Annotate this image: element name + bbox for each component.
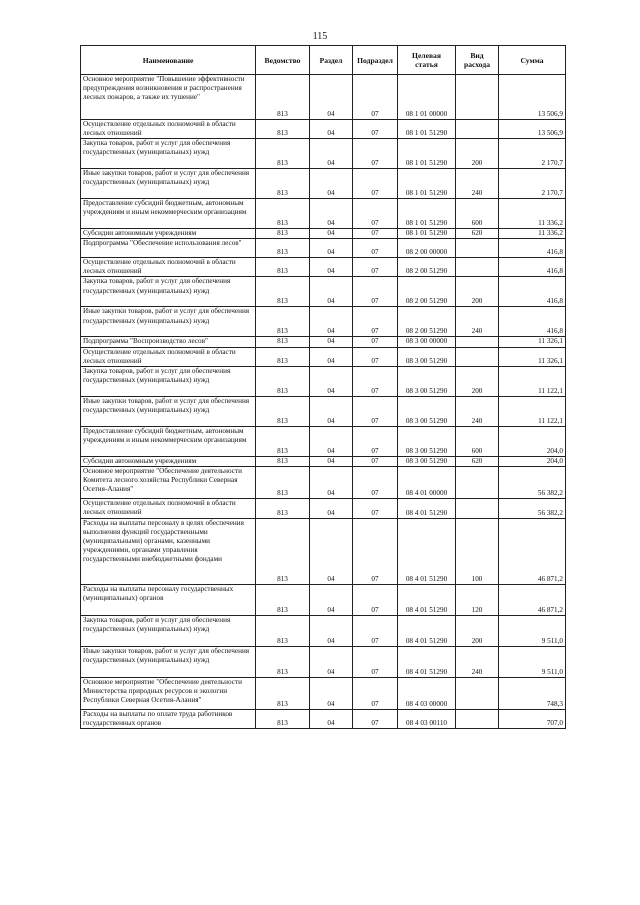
row-exp-type: [456, 75, 499, 120]
row-name: Основное мероприятие "Обеспечение деятельности Комитета лесного хозяйства Республики Северная Осетия-Алания": [81, 466, 256, 498]
row-exp-type: 200: [456, 277, 499, 307]
table-row: [81, 615, 566, 646]
table-row: [81, 584, 566, 615]
row-target: 08 3 00 51290: [398, 396, 456, 426]
row-subsection: 07: [353, 277, 398, 307]
row-subsection: 07: [353, 366, 398, 396]
row-exp-type: [456, 466, 499, 498]
row-subsection: 07: [353, 199, 398, 229]
row-dept: 813: [256, 615, 310, 646]
row-name: Закупка товаров, работ и услуг для обеспечения государственных (муниципальных) нужд: [81, 615, 256, 646]
row-sum: 46 871,2: [499, 584, 566, 615]
row-name: Осуществление отдельных полномочий в области лесных отношений: [81, 347, 256, 366]
header-sum: Сумма: [499, 46, 566, 75]
row-subsection: 07: [353, 169, 398, 199]
row-exp-type: [456, 258, 499, 277]
table-row: [81, 139, 566, 169]
row-name: Закупка товаров, работ и услуг для обеспечения государственных (муниципальных) нужд: [81, 139, 256, 169]
row-target: 08 2 00 51290: [398, 258, 456, 277]
row-name: Закупка товаров, работ и услуг для обеспечения государственных (муниципальных) нужд: [81, 366, 256, 396]
header-subsection: Подраздел: [353, 46, 398, 75]
row-exp-type: [456, 120, 499, 139]
row-section: 04: [310, 239, 353, 258]
row-subsection: 07: [353, 709, 398, 728]
row-target: 08 2 00 51290: [398, 277, 456, 307]
row-target: 08 3 00 51290: [398, 456, 456, 466]
row-dept: 813: [256, 229, 310, 239]
table-row: [81, 498, 566, 518]
row-name: Осуществление отдельных полномочий в области лесных отношений: [81, 258, 256, 277]
row-subsection: 07: [353, 120, 398, 139]
row-name: Иные закупки товаров, работ и услуг для обеспечения государственных (муниципальных) нужд: [81, 307, 256, 337]
row-sum: 416,8: [499, 277, 566, 307]
header-dept: Ведомство: [256, 46, 310, 75]
table-row: [81, 347, 566, 366]
row-dept: 813: [256, 169, 310, 199]
row-dept: 813: [256, 426, 310, 456]
row-sum: 9 511,0: [499, 646, 566, 677]
row-sum: 2 170,7: [499, 139, 566, 169]
row-target: 08 1 01 00000: [398, 75, 456, 120]
row-target: 08 3 00 51290: [398, 347, 456, 366]
row-dept: 813: [256, 677, 310, 709]
row-dept: 813: [256, 307, 310, 337]
row-exp-type: [456, 337, 499, 347]
table-row: [81, 456, 566, 466]
row-name: Расходы на выплаты персоналу в целях обеспечения выполнения функций государственными (муниципальными) органами, казенными учреждениями, органами управления государственными внебюджетными фондами: [81, 518, 256, 584]
row-section: 04: [310, 120, 353, 139]
row-dept: 813: [256, 120, 310, 139]
row-exp-type: [456, 498, 499, 518]
table-row: [81, 258, 566, 277]
table-row: [81, 646, 566, 677]
row-section: 04: [310, 646, 353, 677]
row-section: 04: [310, 229, 353, 239]
row-exp-type: [456, 709, 499, 728]
row-target: 08 4 01 51290: [398, 498, 456, 518]
row-name: Подпрограмма "Обеспечение использования лесов": [81, 239, 256, 258]
row-section: 04: [310, 498, 353, 518]
row-subsection: 07: [353, 584, 398, 615]
row-target: 08 1 01 51290: [398, 139, 456, 169]
row-subsection: 07: [353, 396, 398, 426]
header-section: Раздел: [310, 46, 353, 75]
row-exp-type: [456, 347, 499, 366]
row-target: 08 4 01 51290: [398, 584, 456, 615]
row-subsection: 07: [353, 139, 398, 169]
row-name: Предоставление субсидий бюджетным, автономным учреждениям и иным некоммерческим организациям: [81, 199, 256, 229]
row-target: 08 4 01 51290: [398, 646, 456, 677]
header-exp-type: Вид расхода: [456, 46, 499, 75]
row-name: Подпрограмма "Воспроизводство лесов": [81, 337, 256, 347]
row-section: 04: [310, 677, 353, 709]
row-section: 04: [310, 169, 353, 199]
row-exp-type: 240: [456, 396, 499, 426]
row-exp-type: [456, 239, 499, 258]
row-subsection: 07: [353, 75, 398, 120]
row-subsection: 07: [353, 229, 398, 239]
row-name: Основное мероприятие "Обеспечение деятельности Министерства природных ресурсов и экологии Республики Северная Осетия-Алания": [81, 677, 256, 709]
table-row: [81, 337, 566, 347]
row-sum: 56 382,2: [499, 498, 566, 518]
row-sum: 204,0: [499, 456, 566, 466]
row-dept: 813: [256, 498, 310, 518]
row-name: Иные закупки товаров, работ и услуг для обеспечения государственных (муниципальных) нужд: [81, 396, 256, 426]
row-subsection: 07: [353, 498, 398, 518]
row-target: 08 3 00 00000: [398, 337, 456, 347]
table-row: [81, 518, 566, 584]
row-dept: 813: [256, 366, 310, 396]
row-section: 04: [310, 456, 353, 466]
table-row: [81, 307, 566, 337]
row-section: 04: [310, 366, 353, 396]
row-dept: 813: [256, 337, 310, 347]
row-name: Расходы на выплаты по оплате труда работников государственных органов: [81, 709, 256, 728]
table-row: [81, 277, 566, 307]
table-row: [81, 396, 566, 426]
row-name: Иные закупки товаров, работ и услуг для обеспечения государственных (муниципальных) нужд: [81, 169, 256, 199]
row-exp-type: 200: [456, 615, 499, 646]
row-sum: 416,8: [499, 258, 566, 277]
row-sum: 11 122,1: [499, 366, 566, 396]
row-dept: 813: [256, 347, 310, 366]
row-section: 04: [310, 337, 353, 347]
row-subsection: 07: [353, 456, 398, 466]
row-exp-type: 600: [456, 199, 499, 229]
budget-table: [80, 45, 566, 729]
row-sum: 2 170,7: [499, 169, 566, 199]
table-row: [81, 169, 566, 199]
row-sum: 707,0: [499, 709, 566, 728]
row-dept: 813: [256, 239, 310, 258]
table-body: [81, 75, 566, 729]
row-dept: 813: [256, 75, 310, 120]
row-subsection: 07: [353, 258, 398, 277]
row-exp-type: 600: [456, 426, 499, 456]
row-subsection: 07: [353, 347, 398, 366]
row-subsection: 07: [353, 615, 398, 646]
row-target: 08 4 01 51290: [398, 518, 456, 584]
row-sum: 416,8: [499, 307, 566, 337]
row-dept: 813: [256, 277, 310, 307]
row-name: Субсидии автономным учреждениям: [81, 456, 256, 466]
row-name: Закупка товаров, работ и услуг для обеспечения государственных (муниципальных) нужд: [81, 277, 256, 307]
row-target: 08 2 00 51290: [398, 307, 456, 337]
row-name: Осуществление отдельных полномочий в области лесных отношений: [81, 498, 256, 518]
row-target: 08 1 01 51290: [398, 199, 456, 229]
row-subsection: 07: [353, 518, 398, 584]
row-section: 04: [310, 258, 353, 277]
row-section: 04: [310, 277, 353, 307]
row-dept: 813: [256, 199, 310, 229]
row-name: Расходы на выплаты персоналу государственных (муниципальных) органов: [81, 584, 256, 615]
row-section: 04: [310, 709, 353, 728]
row-sum: 11 326,1: [499, 347, 566, 366]
table-row: [81, 120, 566, 139]
row-target: 08 4 03 00000: [398, 677, 456, 709]
table-row: [81, 677, 566, 709]
row-sum: 11 122,1: [499, 396, 566, 426]
row-subsection: 07: [353, 466, 398, 498]
row-section: 04: [310, 466, 353, 498]
row-subsection: 07: [353, 426, 398, 456]
row-sum: 13 506,9: [499, 75, 566, 120]
row-sum: 46 871,2: [499, 518, 566, 584]
table-row: [81, 229, 566, 239]
row-dept: 813: [256, 518, 310, 584]
row-sum: 11 326,1: [499, 337, 566, 347]
row-dept: 813: [256, 396, 310, 426]
row-target: 08 4 01 51290: [398, 615, 456, 646]
row-subsection: 07: [353, 337, 398, 347]
table-row: [81, 75, 566, 120]
row-sum: 748,3: [499, 677, 566, 709]
row-sum: 11 336,2: [499, 229, 566, 239]
row-sum: 9 511,0: [499, 615, 566, 646]
row-exp-type: [456, 677, 499, 709]
table-row: [81, 709, 566, 728]
row-name: Иные закупки товаров, работ и услуг для обеспечения государственных (муниципальных) нужд: [81, 646, 256, 677]
row-exp-type: 200: [456, 139, 499, 169]
row-dept: 813: [256, 646, 310, 677]
table-row: [81, 426, 566, 456]
row-name: Основное мероприятие "Повышение эффективности предупреждения возникновения и распространения лесных пожаров, а также их тушение": [81, 75, 256, 120]
row-sum: 204,0: [499, 426, 566, 456]
row-section: 04: [310, 615, 353, 646]
page-number: 115: [312, 31, 328, 42]
row-exp-type: 100: [456, 518, 499, 584]
row-sum: 416,8: [499, 239, 566, 258]
table-row: [81, 199, 566, 229]
row-exp-type: 240: [456, 646, 499, 677]
header-target: Целевая статья: [398, 46, 456, 75]
row-section: 04: [310, 584, 353, 615]
row-subsection: 07: [353, 307, 398, 337]
row-target: 08 3 00 51290: [398, 366, 456, 396]
row-exp-type: 620: [456, 456, 499, 466]
row-section: 04: [310, 518, 353, 584]
row-name: Субсидии автономным учреждениям: [81, 229, 256, 239]
row-target: 08 4 03 00110: [398, 709, 456, 728]
row-exp-type: 120: [456, 584, 499, 615]
row-section: 04: [310, 426, 353, 456]
row-target: 08 1 01 51290: [398, 229, 456, 239]
row-section: 04: [310, 347, 353, 366]
row-section: 04: [310, 396, 353, 426]
row-sum: 56 382,2: [499, 466, 566, 498]
row-exp-type: 620: [456, 229, 499, 239]
row-section: 04: [310, 75, 353, 120]
table-row: [81, 466, 566, 498]
row-subsection: 07: [353, 677, 398, 709]
row-section: 04: [310, 139, 353, 169]
row-exp-type: 240: [456, 169, 499, 199]
row-section: 04: [310, 199, 353, 229]
row-subsection: 07: [353, 646, 398, 677]
row-exp-type: 240: [456, 307, 499, 337]
row-name: Осуществление отдельных полномочий в области лесных отношений: [81, 120, 256, 139]
header-name: Наименование: [81, 46, 256, 75]
row-dept: 813: [256, 709, 310, 728]
row-dept: 813: [256, 584, 310, 615]
row-dept: 813: [256, 456, 310, 466]
row-exp-type: 200: [456, 366, 499, 396]
table-row: [81, 239, 566, 258]
table-header-row: [81, 46, 566, 75]
row-target: 08 1 01 51290: [398, 120, 456, 139]
row-subsection: 07: [353, 239, 398, 258]
row-target: 08 1 01 51290: [398, 169, 456, 199]
row-target: 08 4 01 00000: [398, 466, 456, 498]
row-dept: 813: [256, 139, 310, 169]
row-section: 04: [310, 307, 353, 337]
row-target: 08 2 00 00000: [398, 239, 456, 258]
row-sum: 11 336,2: [499, 199, 566, 229]
row-name: Предоставление субсидий бюджетным, автономным учреждениям и иным некоммерческим организациям: [81, 426, 256, 456]
table-row: [81, 366, 566, 396]
row-dept: 813: [256, 258, 310, 277]
row-target: 08 3 00 51290: [398, 426, 456, 456]
row-sum: 13 506,9: [499, 120, 566, 139]
row-dept: 813: [256, 466, 310, 498]
